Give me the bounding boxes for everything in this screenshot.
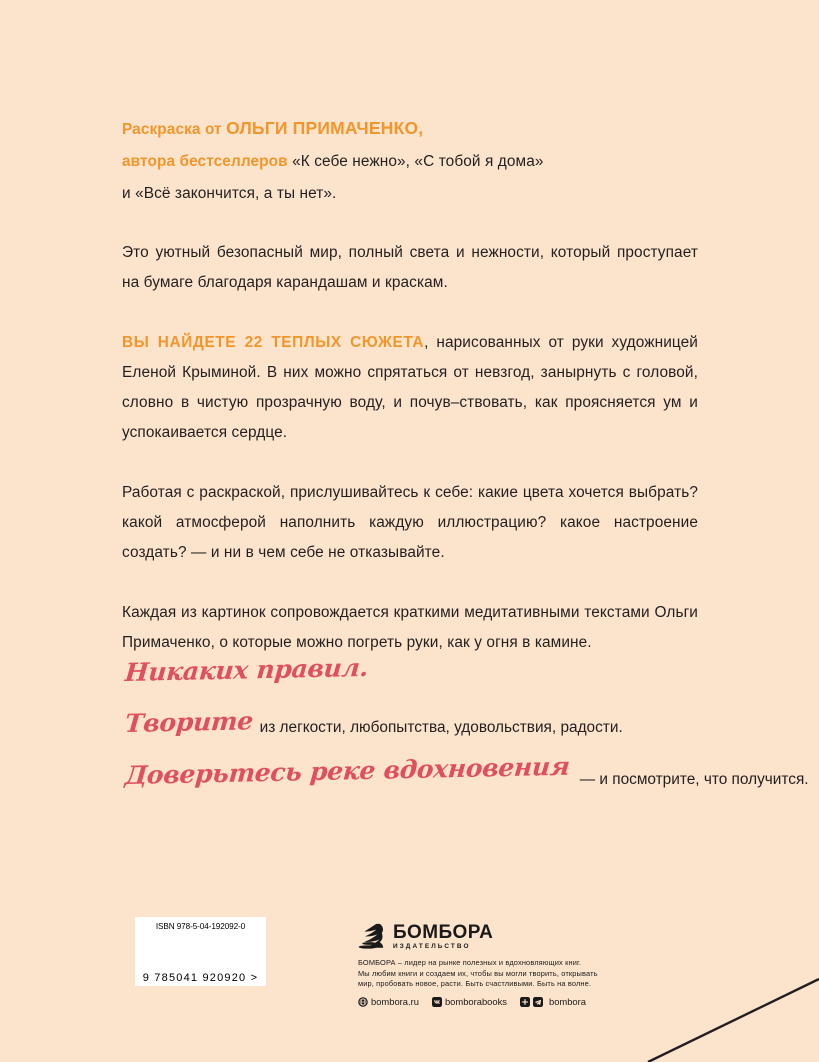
publisher-subtitle: ИЗДАТЕЛЬСТВО bbox=[393, 943, 471, 950]
script-trust-river: Доверьтесь реке вдохновения bbox=[123, 751, 571, 790]
social-label-website: bombora.ru bbox=[371, 995, 419, 1007]
publisher-blurb-line-3: мир, пробовать новое, расти. Быть счастливыми. Быть на волне. bbox=[358, 979, 592, 989]
paragraph-1: Это уютный безопасный мир, полный света и нежности, который проступает на бумаге благодаря карандашам и краскам. bbox=[122, 244, 698, 291]
script-create: Творите bbox=[123, 706, 255, 738]
intro-accent-1: Раскраска от bbox=[122, 121, 227, 138]
paragraph-3: Работая с раскраской, прислушивайтесь к себе: какие цвета хочется выбрать? какой атмосферой наполнить каждую иллюстрацию? какое настроение создать? — и ни в чем себе не отказывайте. bbox=[122, 484, 698, 561]
publisher-logo-text bbox=[393, 923, 493, 950]
publisher-logo bbox=[358, 923, 618, 950]
plus-icon bbox=[520, 997, 530, 1007]
script-slogan-block bbox=[123, 652, 809, 790]
social-label-messengers: bombora bbox=[548, 995, 586, 1007]
isbn-barcode-block bbox=[135, 917, 266, 986]
author-name: ОЛЬГИ ПРИМАЧЕНКО, bbox=[226, 118, 424, 138]
paragraph-4: Каждая из картинок сопровождается краткими медитативными текстами Ольги Примаченко, о которые можно погреть руки, как у огня в камине. bbox=[122, 604, 698, 651]
isbn-number: ISBN 978-5-04-192092-0 bbox=[155, 922, 246, 931]
intro-line-3: и «Всё закончится, а ты нет». bbox=[122, 185, 337, 202]
social-link-website[interactable] bbox=[358, 997, 419, 1007]
publisher-blurb-line-2: Мы любим книги и создаем их, чтобы вы могли творить, открывать bbox=[358, 968, 598, 978]
highlight-22-subjects: ВЫ НАЙДЕТЕ 22 ТЕПЛЫХ СЮЖЕТА bbox=[122, 334, 425, 351]
cover-footer bbox=[0, 905, 819, 1015]
social-link-vk[interactable] bbox=[432, 997, 507, 1007]
intro-accent-2: автора бестселлеров bbox=[122, 153, 293, 170]
telegram-icon bbox=[533, 997, 543, 1007]
publisher-blurb-line-1: БОМБОРА – лидер на рынке полезных и вдохновляющих книг. bbox=[358, 958, 582, 968]
social-label-vk: bomborabooks bbox=[444, 995, 507, 1007]
cover-text-content bbox=[122, 113, 698, 688]
social-links bbox=[358, 997, 618, 1007]
script-row-2 bbox=[123, 706, 724, 738]
intro-paragraph bbox=[122, 113, 698, 209]
paragraph-2-rest: , нарисованных от руки художницей Еленой Крыминой. В них можно спрятаться от невзгод, занырнуть с головой, словно в чистую прозрачную воду, и почув–ствовать, как проясняется ум и успокаивается сердце. bbox=[122, 334, 698, 441]
script-row-1 bbox=[123, 652, 724, 687]
publisher-name: БОМБОРА bbox=[393, 922, 494, 943]
vk-icon bbox=[432, 997, 442, 1007]
script-row-3 bbox=[123, 751, 809, 790]
bombora-wave-logo-icon bbox=[358, 923, 386, 950]
intro-books-1: «К себе нежно», «С тобой я дома» bbox=[292, 153, 544, 170]
publisher-blurb bbox=[358, 958, 604, 989]
barcode-graphic bbox=[141, 933, 260, 973]
barcode-digits: 9 785041 920920 > bbox=[142, 972, 259, 984]
paragraph-2 bbox=[122, 328, 698, 448]
intro-line-2 bbox=[122, 147, 698, 177]
globe-icon bbox=[358, 997, 368, 1007]
script-row-2-tail: из легкости, любопытства, удовольствия, радости. bbox=[259, 719, 623, 736]
script-no-rules: Никаких правил. bbox=[123, 652, 370, 687]
publisher-block bbox=[358, 923, 618, 1007]
script-row-3-tail: — и посмотрите, что получится. bbox=[579, 771, 809, 788]
social-link-messengers[interactable] bbox=[520, 997, 586, 1007]
social-pair-icons bbox=[520, 997, 543, 1007]
intro-line-1 bbox=[122, 113, 698, 145]
